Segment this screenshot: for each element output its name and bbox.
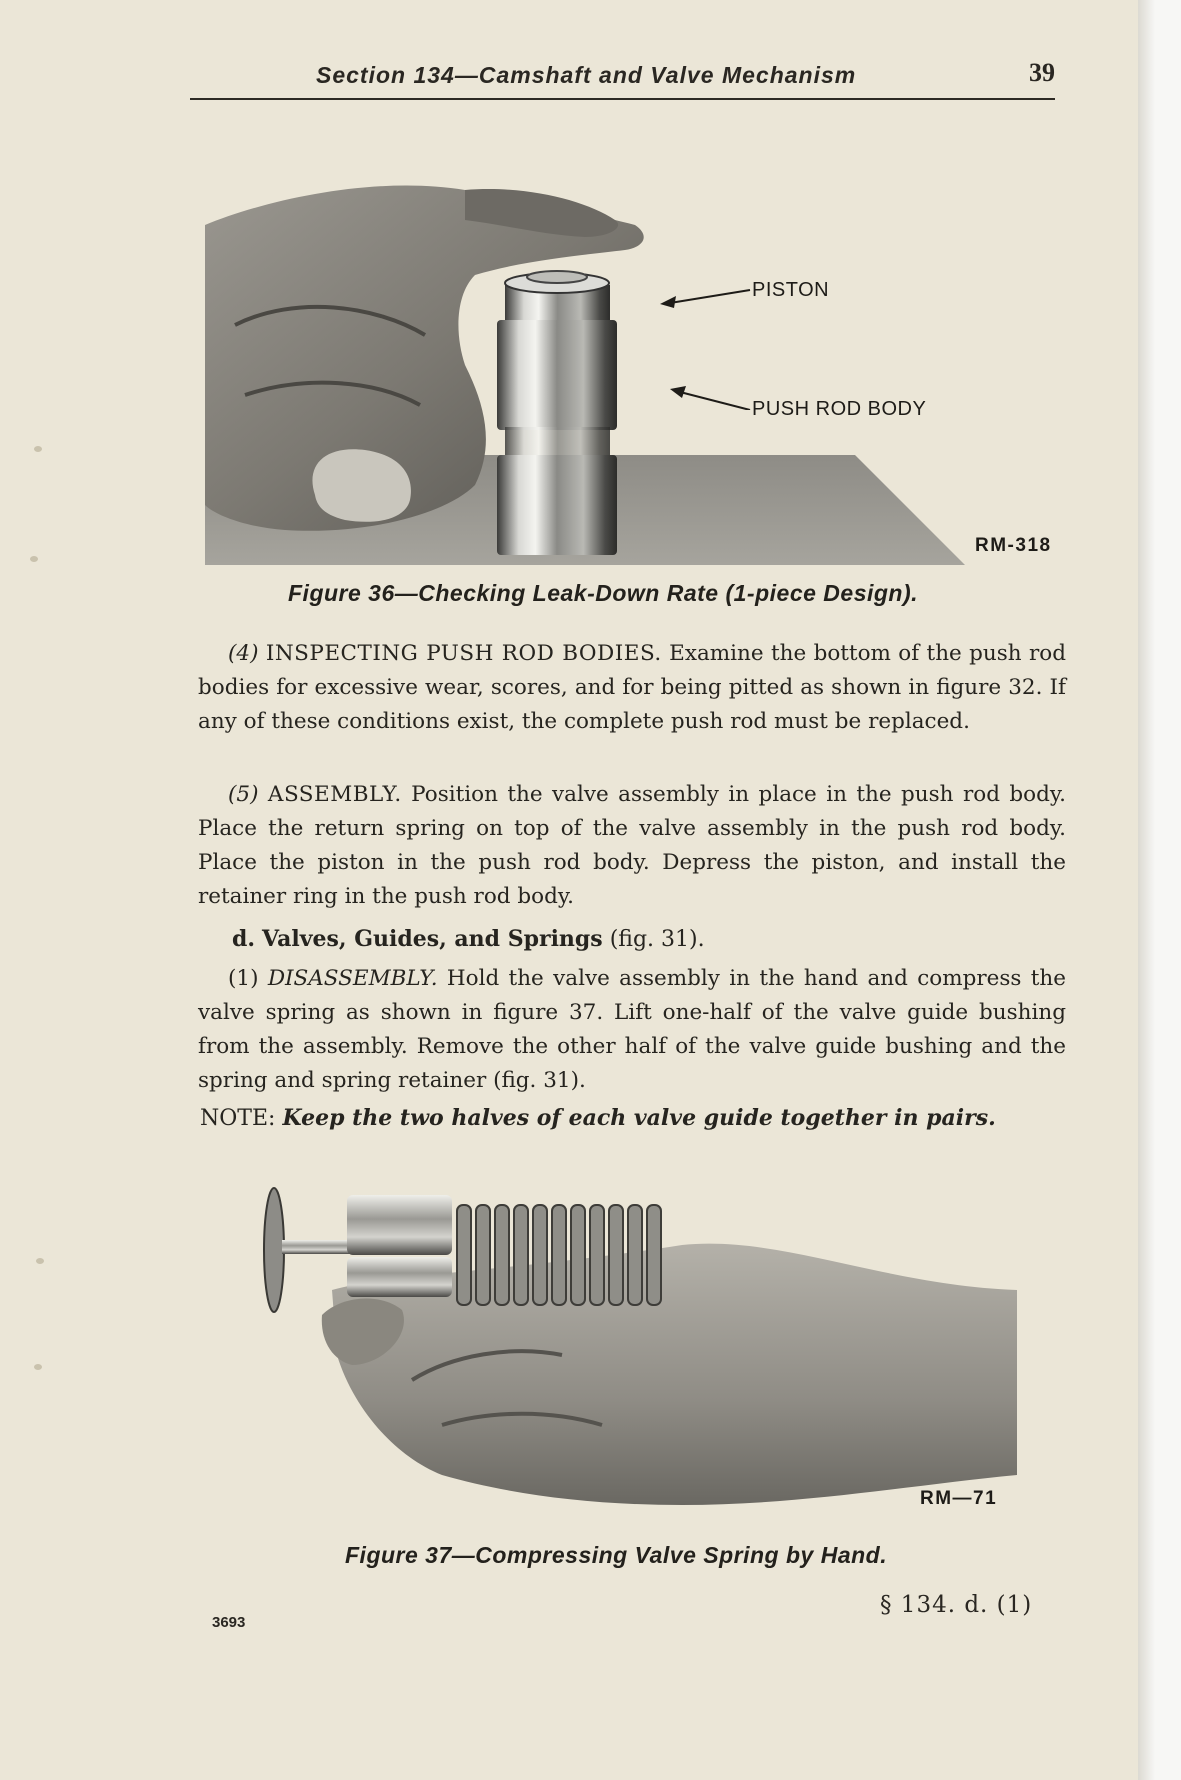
figure-36-photo — [205, 165, 965, 565]
section-d-heading — [232, 926, 705, 952]
punch-mark — [34, 446, 42, 452]
punch-mark — [30, 556, 38, 562]
footer-section-ref: § 134. d. (1) — [880, 1592, 1033, 1618]
page-number: 39 — [1029, 58, 1055, 87]
page-edge — [1138, 0, 1181, 1780]
page-header — [190, 58, 1055, 100]
paragraph-4 — [198, 637, 1066, 739]
paragraph-4-text: Examine the bottom of the push rod bodies for excessive wear, scores, and for being pitted as shown in figure 32. If any of these conditions exist, the complete push rod must be replaced. — [198, 641, 1066, 734]
paragraph-4-number: (4) — [228, 641, 259, 666]
paragraph-5-number: (5) — [228, 782, 259, 807]
label-push-rod-body: PUSH ROD BODY — [752, 398, 927, 420]
note-label: NOTE: — [200, 1106, 276, 1131]
section-d-ref: (fig. 31). — [609, 927, 705, 952]
figure-36-arrows — [650, 270, 760, 410]
footer-print-number: 3693 — [212, 1614, 246, 1631]
label-piston: PISTON — [752, 279, 830, 301]
paragraph-1-heading: DISASSEMBLY. — [267, 966, 438, 991]
figure-37-photo — [262, 1175, 1017, 1510]
paragraph-1 — [198, 962, 1066, 1098]
paragraph-4-heading: INSPECTING PUSH ROD BODIES. — [265, 641, 662, 666]
punch-mark — [34, 1364, 42, 1370]
note-text: Keep the two halves of each valve guide together in pairs. — [282, 1105, 996, 1131]
section-title: Section 134—Camshaft and Valve Mechanism — [316, 62, 857, 88]
paragraph-1-text: Hold the valve assembly in the hand and compress the valve spring as shown in figure 37. Lift one-half of the valve guide bushing from the assembly. Remove the other half of the valve guide bushing and the spring and spring retainer (fig. 31). — [198, 966, 1066, 1093]
paragraph-5-heading: ASSEMBLY. — [267, 782, 402, 807]
paragraph-5-text: Position the valve assembly in place in the push rod body. Place the return spring on top of the valve assembly in the push rod body. Place the piston in the push rod body. Depress the piston, and install the retainer ring in the push rod body. — [198, 782, 1066, 909]
figure-37-code: RM—71 — [920, 1488, 998, 1509]
note — [200, 1105, 1070, 1131]
figure-36-code: RM-318 — [975, 535, 1052, 556]
section-d-title: Valves, Guides, and Springs — [262, 926, 603, 952]
paragraph-1-number: (1) — [228, 966, 259, 991]
punch-mark — [36, 1258, 44, 1264]
section-d-letter: d. — [232, 926, 256, 952]
paragraph-5 — [198, 778, 1066, 914]
figure-36-caption: Figure 36—Checking Leak-Down Rate (1-piece Design). — [288, 580, 919, 606]
figure-37-caption: Figure 37—Compressing Valve Spring by Hand. — [345, 1542, 888, 1568]
